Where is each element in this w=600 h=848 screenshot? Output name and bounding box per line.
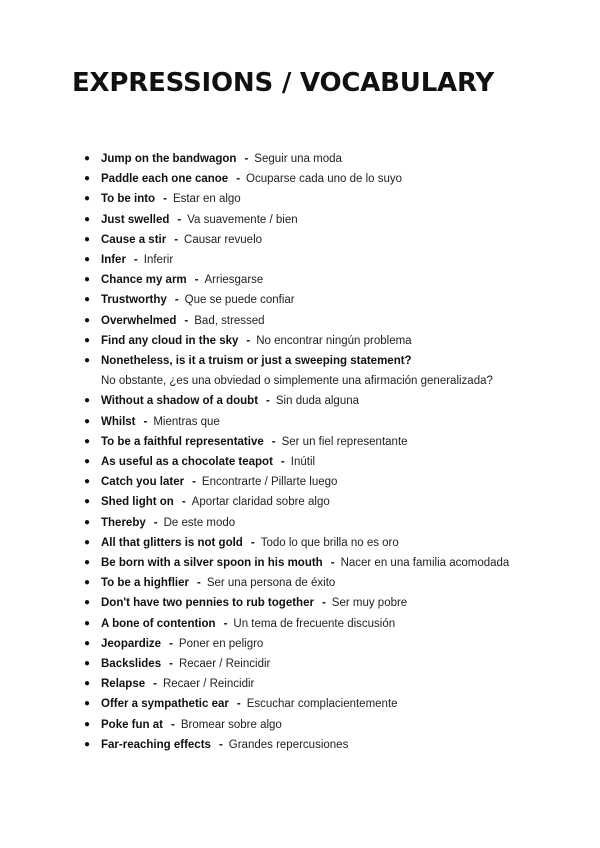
list-item — [0, 492, 600, 512]
list-item — [0, 715, 600, 735]
bullet-icon: ● — [84, 213, 91, 225]
separator: - — [223, 617, 228, 630]
bullet-icon: ● — [84, 617, 91, 629]
list-item — [0, 311, 600, 331]
meaning: Encontrarte / Pillarte luego — [201, 476, 338, 489]
term: To be a faithful representative — [101, 435, 264, 448]
list-item — [0, 573, 600, 593]
term: Poke fun at — [101, 718, 163, 731]
list-item — [0, 270, 600, 290]
separator: - — [271, 435, 276, 448]
list-item — [0, 634, 600, 654]
bullet-icon: ● — [84, 718, 91, 730]
bullet-icon: ● — [84, 173, 91, 185]
page-title: EXPRESSIONS / VOCABULARY — [72, 68, 495, 98]
bullet-icon: ● — [84, 496, 91, 508]
meaning: Bad, stressed — [194, 314, 265, 327]
separator: - — [170, 718, 175, 731]
separator: - — [184, 314, 189, 327]
term: Find any cloud in the sky — [101, 334, 239, 347]
bullet-icon: ● — [84, 254, 91, 266]
bullet-icon: ● — [84, 193, 91, 205]
separator: - — [246, 334, 251, 347]
bullet-icon: ● — [84, 637, 91, 649]
term: Nonetheless, is it a truism or just a sweeping statement? — [101, 355, 412, 368]
separator: - — [280, 456, 285, 469]
term: As useful as a chocolate teapot — [101, 456, 273, 469]
bullet-icon: ● — [84, 456, 91, 468]
list-item — [0, 169, 600, 189]
list-item — [0, 674, 600, 694]
list-item — [0, 210, 600, 230]
separator: - — [194, 274, 199, 287]
list-item — [0, 614, 600, 634]
meaning: No encontrar ningún problema — [256, 334, 412, 347]
list-item — [0, 351, 600, 391]
meaning: Nacer en una familia acomodada — [340, 557, 510, 570]
term: Relapse — [101, 678, 146, 691]
separator: - — [330, 557, 335, 570]
meaning: No obstante, ¿es una obviedad o simplemente una afirmación generalizada? — [101, 375, 493, 388]
list-item — [0, 513, 600, 533]
bullet-icon: ● — [84, 577, 91, 589]
bullet-icon: ● — [84, 274, 91, 286]
bullet-icon: ● — [84, 698, 91, 710]
meaning: Grandes repercusiones — [228, 738, 349, 751]
list-item — [0, 593, 600, 613]
list-item — [0, 735, 600, 755]
list-item — [0, 391, 600, 411]
bullet-icon: ● — [84, 536, 91, 548]
list-item — [0, 230, 600, 250]
term: Don't have two pennies to rub together — [101, 597, 314, 610]
meaning: Un tema de frecuente discusión — [233, 617, 396, 630]
term: Backslides — [101, 658, 162, 671]
meaning: Arriesgarse — [204, 274, 264, 287]
term: Infer — [101, 254, 126, 267]
term: Offer a sympathetic ear — [101, 698, 229, 711]
separator: - — [236, 173, 241, 186]
list-item — [0, 694, 600, 714]
term: Overwhelmed — [101, 314, 177, 327]
term: Whilst — [101, 415, 136, 428]
list-item — [0, 290, 600, 310]
term: Shed light on — [101, 496, 174, 509]
separator: - — [169, 637, 173, 650]
separator: - — [250, 536, 255, 549]
meaning: Todo lo que brilla no es oro — [260, 536, 399, 549]
separator: - — [169, 658, 173, 671]
list-item — [0, 250, 600, 270]
separator: - — [177, 213, 182, 226]
meaning: Seguir una moda — [254, 153, 342, 165]
term: Cause a stir — [101, 233, 167, 246]
separator: - — [153, 678, 157, 691]
meaning: Aportar claridad sobre algo — [191, 496, 330, 509]
term: To be a highflier — [101, 577, 189, 590]
bullet-icon: ● — [84, 294, 91, 306]
separator: - — [218, 738, 223, 751]
list-item — [0, 331, 600, 351]
term: Thereby — [101, 516, 146, 529]
term: To be into — [101, 193, 156, 206]
meaning: Inferir — [143, 254, 174, 267]
bullet-icon: ● — [84, 738, 91, 750]
bullet-icon: ● — [84, 314, 91, 326]
separator: - — [266, 395, 270, 408]
meaning: Recaer / Reincidir — [178, 658, 271, 671]
term: A bone of contention — [101, 617, 216, 630]
vocabulary-list — [0, 149, 600, 755]
meaning: Sin duda alguna — [275, 395, 360, 408]
meaning: Que se puede confiar — [184, 294, 295, 307]
meaning: Ser una persona de éxito — [206, 577, 336, 590]
term: Just swelled — [101, 213, 170, 226]
bullet-icon: ● — [84, 557, 91, 569]
meaning: Va suavemente / bien — [187, 213, 298, 226]
separator: - — [192, 476, 196, 489]
term: Far-reaching effects — [101, 738, 211, 751]
meaning: Mientras que — [153, 415, 220, 428]
bullet-icon: ● — [84, 153, 91, 164]
separator: - — [133, 254, 138, 267]
bullet-icon: ● — [84, 334, 91, 346]
bullet-icon: ● — [84, 597, 91, 609]
bullet-icon: ● — [84, 678, 91, 690]
meaning: Bromear sobre algo — [180, 718, 282, 731]
list-item — [0, 432, 600, 452]
separator: - — [236, 698, 241, 711]
term: Be born with a silver spoon in his mouth — [101, 557, 323, 570]
meaning: Estar en algo — [172, 193, 241, 206]
list-item — [0, 412, 600, 432]
list-item — [0, 553, 600, 573]
list-item — [0, 452, 600, 472]
meaning: Inútil — [290, 456, 316, 469]
meaning: Escuchar complacientemente — [246, 698, 398, 711]
meaning: Recaer / Reincidir — [162, 678, 255, 691]
meaning: Ser un fiel representante — [281, 435, 408, 448]
bullet-icon: ● — [84, 476, 91, 488]
separator: - — [244, 153, 249, 165]
list-item — [0, 149, 600, 169]
list-item — [0, 533, 600, 553]
term: Jump on the bandwagon — [101, 153, 237, 165]
separator: - — [321, 597, 326, 610]
bullet-icon: ● — [84, 516, 91, 528]
bullet-icon: ● — [84, 415, 91, 427]
meaning: Ser muy pobre — [331, 597, 408, 610]
bullet-icon: ● — [84, 395, 91, 407]
separator: - — [174, 233, 179, 246]
meaning: Causar revuelo — [184, 233, 263, 246]
list-item — [0, 654, 600, 674]
separator: - — [153, 516, 158, 529]
term: Without a shadow of a doubt — [101, 395, 259, 408]
term: Jeopardize — [101, 637, 162, 650]
meaning: Ocuparse cada uno de lo suyo — [246, 173, 403, 186]
term: Catch you later — [101, 476, 185, 489]
meaning: De este modo — [163, 516, 236, 529]
term: All that glitters is not gold — [101, 536, 243, 549]
bullet-icon: ● — [84, 233, 91, 245]
term: Paddle each one canoe — [101, 173, 229, 186]
bullet-icon: ● — [84, 658, 91, 670]
separator: - — [174, 294, 179, 307]
meaning: Poner en peligro — [178, 637, 264, 650]
separator: - — [163, 193, 167, 206]
bullet-icon: ● — [84, 355, 91, 367]
term: Chance my arm — [101, 274, 187, 287]
list-item — [0, 189, 600, 209]
bullet-icon: ● — [84, 435, 91, 447]
term: Trustworthy — [101, 294, 167, 307]
separator: - — [143, 415, 148, 428]
separator: - — [181, 496, 186, 509]
separator: - — [196, 577, 201, 590]
list-item — [0, 472, 600, 492]
